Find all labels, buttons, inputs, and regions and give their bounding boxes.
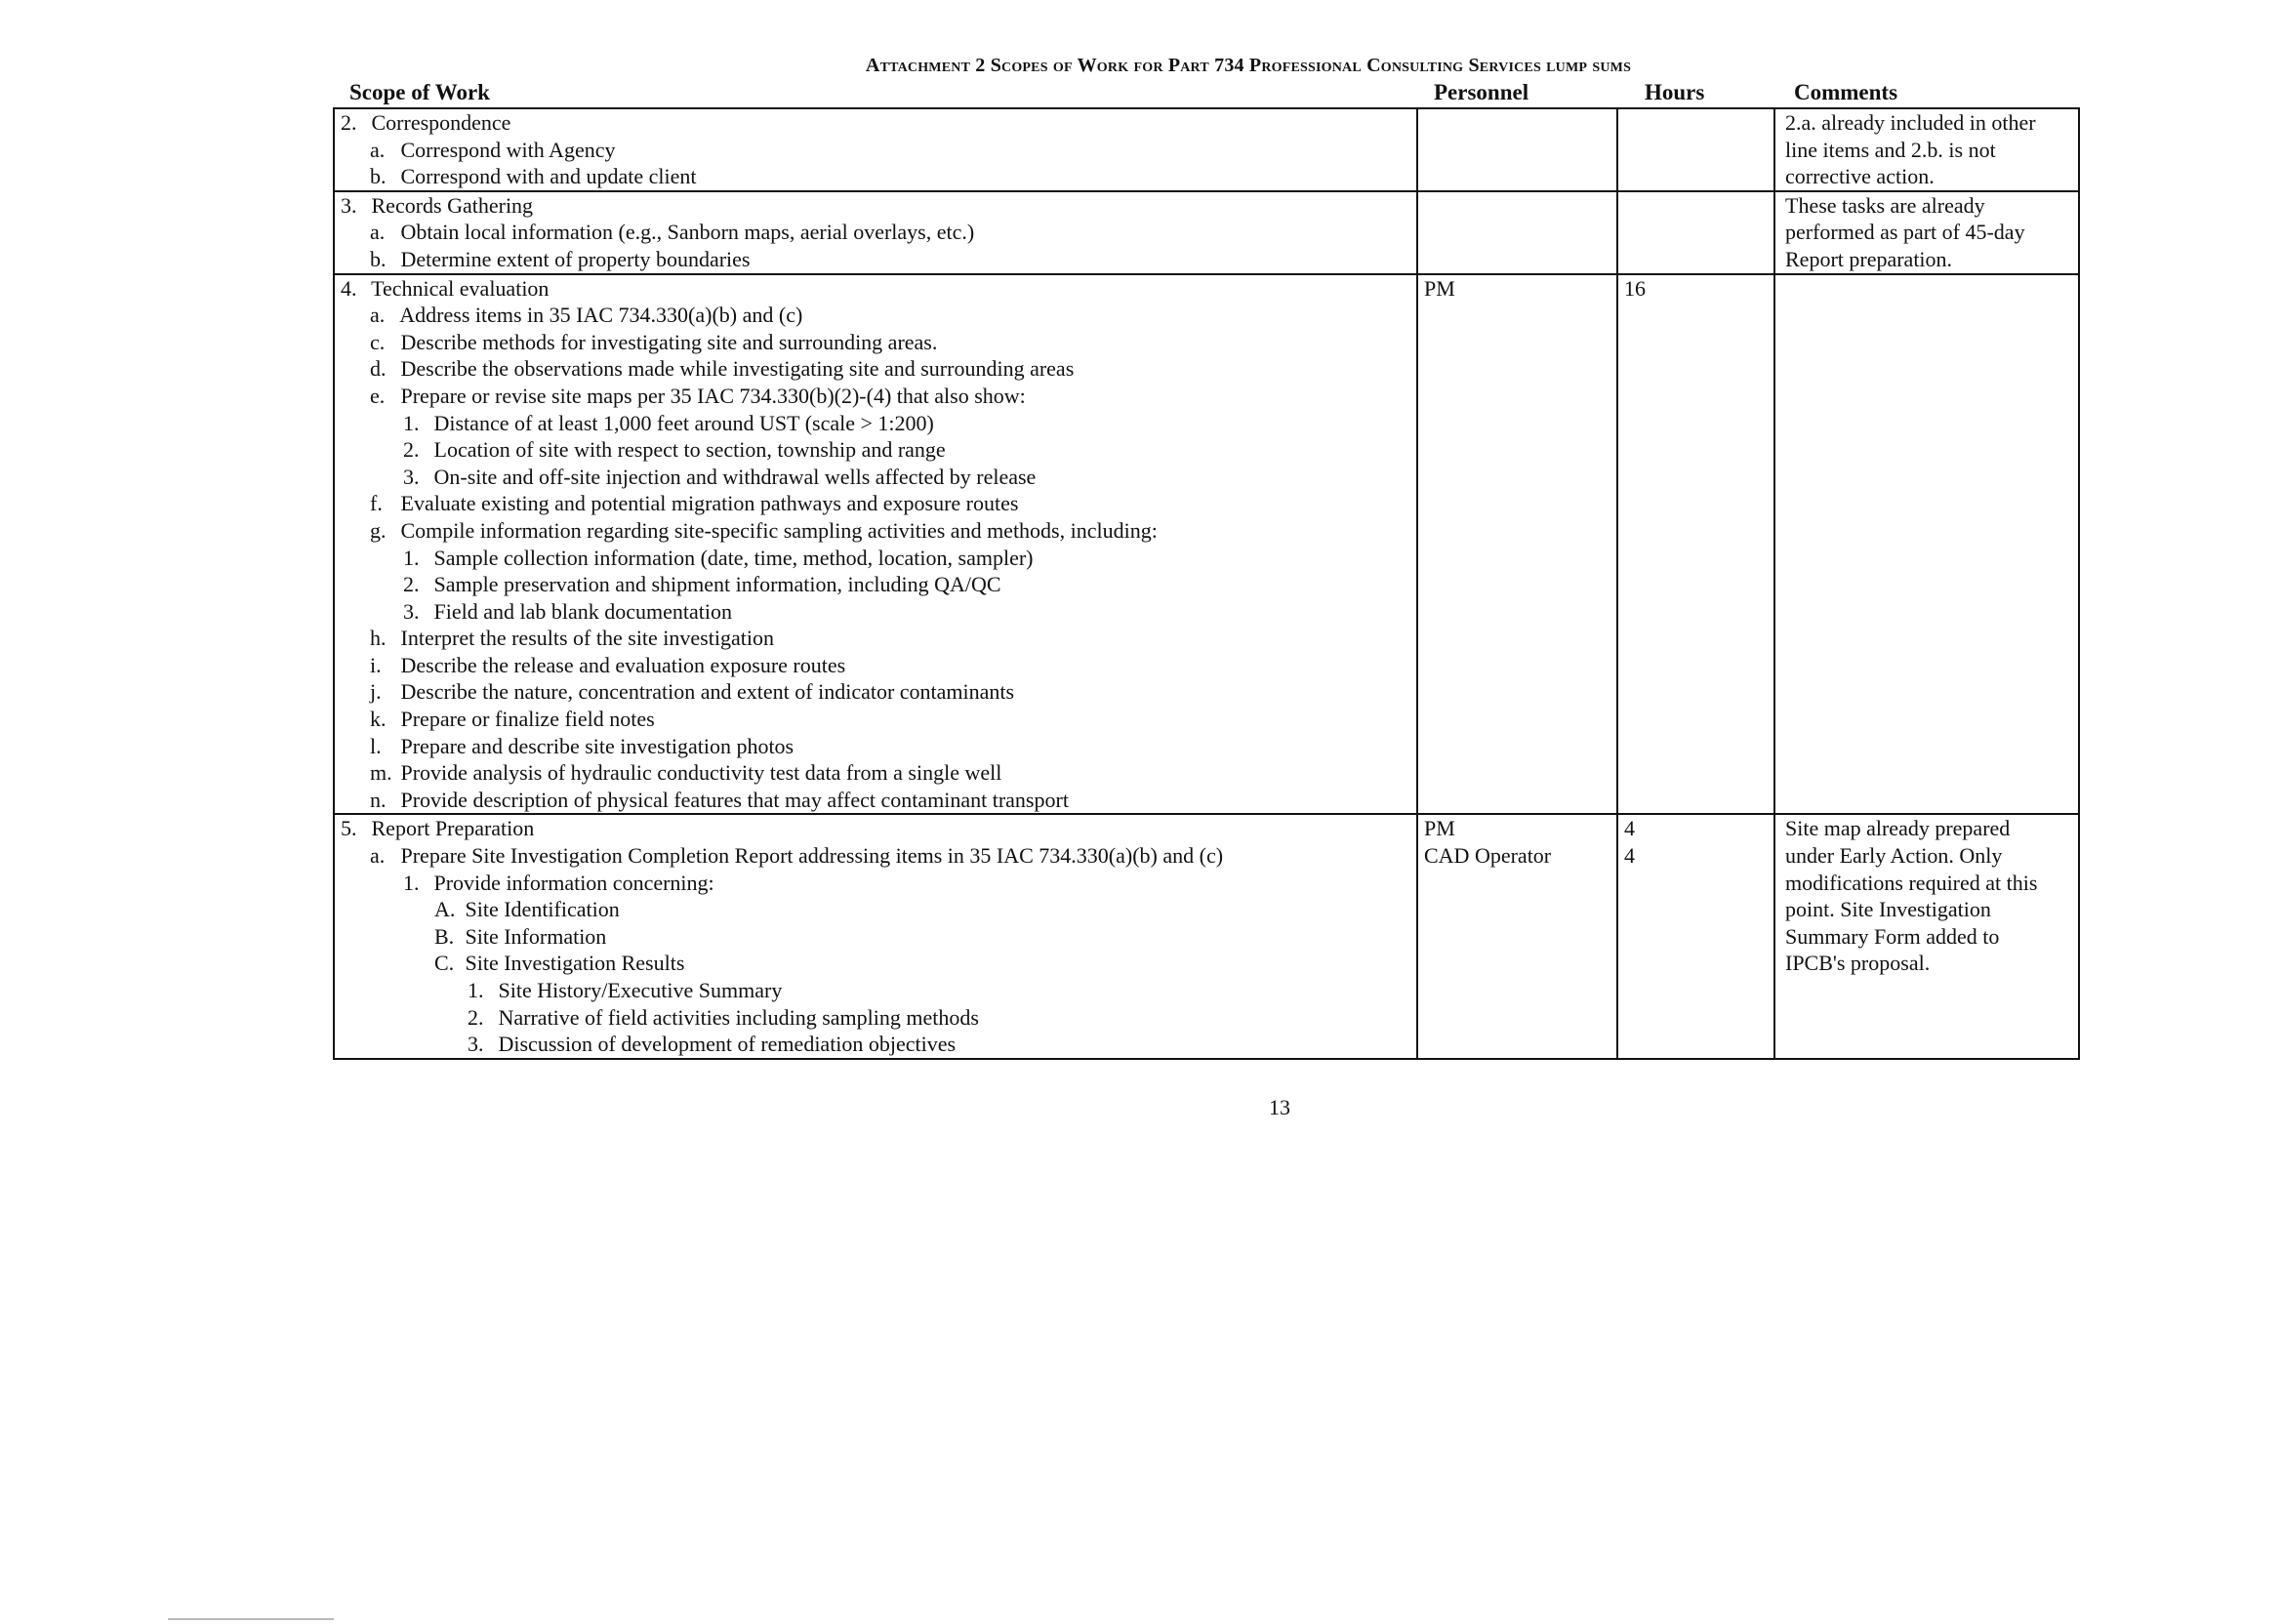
hours-value: 16: [1624, 275, 1646, 301]
scope-item: [341, 923, 1410, 951]
scope-item: [341, 759, 1410, 787]
scope-item-label: 4.: [341, 275, 357, 301]
comment-line: performed as part of 45-day: [1785, 220, 2025, 245]
table-row: [334, 108, 2079, 191]
scope-section-heading: [341, 109, 1410, 137]
table-row: [334, 274, 2079, 815]
scope-item: [341, 517, 1410, 545]
scope-item: [341, 490, 1410, 517]
scope-item-label: e.: [370, 383, 386, 408]
scope-item: [341, 464, 1410, 491]
scope-item-label: 1.: [403, 545, 420, 570]
scope-section-heading: [341, 815, 1410, 842]
header-scope-of-work: Scope of Work: [349, 80, 490, 104]
comment-line: These tasks are already: [1785, 192, 1985, 218]
scope-item-text: Discussion of development of remediation objectives: [498, 1032, 957, 1057]
scope-item-label: k.: [370, 707, 387, 732]
scope-item-label: j.: [370, 679, 382, 705]
scope-item-label: 3.: [403, 598, 420, 624]
comment-line: Site map already prepared: [1785, 816, 2011, 841]
scope-item-label: 1.: [403, 410, 420, 435]
scope-item-text: Correspond with and update client: [400, 164, 697, 189]
scope-item: [341, 678, 1410, 706]
scope-item-label: 2.: [341, 110, 357, 135]
scope-item-label: a.: [370, 303, 386, 328]
comment-line: modifications required at this: [1785, 870, 2038, 895]
scope-section-heading: [341, 192, 1410, 220]
table-row: [334, 814, 2079, 1058]
scope-item: [341, 625, 1410, 652]
scope-item: [341, 410, 1410, 437]
scope-item: [341, 950, 1410, 977]
scope-item-label: 3.: [403, 464, 420, 489]
scope-item: [341, 652, 1410, 679]
comment-line: Report preparation.: [1785, 246, 1953, 271]
scope-item-text: Describe the observations made while investigating site and surrounding areas: [400, 356, 1075, 382]
scope-item-text: Site Investigation Results: [465, 951, 685, 976]
scope-item-text: Determine extent of property boundaries: [400, 246, 751, 271]
scope-item-label: n.: [370, 787, 387, 812]
scope-cell: [334, 814, 1417, 1058]
scope-item-text: Correspondence: [371, 110, 511, 135]
comments-cell: [1774, 814, 2079, 1058]
header-comments: Comments: [1794, 80, 1898, 104]
scope-item-text: Site Information: [465, 923, 607, 949]
scope-item-label: 2.: [403, 437, 420, 463]
scope-item-text: Interpret the results of the site investigation: [400, 626, 774, 651]
scope-item: [341, 1004, 1410, 1032]
scope-item: [341, 1031, 1410, 1058]
personnel-value: CAD Operator: [1424, 843, 1552, 869]
scan-artifact-line: [168, 1618, 334, 1620]
scope-item-text: Site Identification: [465, 897, 620, 922]
scope-cell: [334, 108, 1417, 191]
scope-item: [341, 870, 1410, 897]
scope-item-text: Describe the release and evaluation exposure routes: [400, 652, 846, 677]
scope-item-label: d.: [370, 356, 387, 382]
personnel-cell: [1417, 274, 1617, 815]
comment-line: 2.a. already included in other: [1785, 110, 2036, 135]
scope-item: [341, 896, 1410, 923]
hours-value: 4: [1624, 843, 1635, 869]
scope-item: [341, 137, 1410, 164]
scope-item: [341, 302, 1410, 329]
scope-item-text: Describe methods for investigating site and surrounding areas.: [400, 329, 938, 354]
scope-item: [341, 329, 1410, 356]
scope-item-text: Evaluate existing and potential migration pathways and exposure routes: [400, 491, 1019, 516]
scope-item-label: l.: [370, 733, 382, 758]
personnel-cell: [1417, 191, 1617, 274]
scope-item-text: Describe the nature, concentration and extent of indicator contaminants: [400, 679, 1015, 705]
scope-item: [341, 355, 1410, 383]
scope-item-text: Sample collection information (date, time, method, location, sampler): [433, 545, 1034, 570]
scope-item-text: Compile information regarding site-specific sampling activities and methods, including:: [400, 517, 1158, 543]
scope-item-label: g.: [370, 517, 387, 543]
scope-item-text: Prepare or finalize field notes: [400, 707, 655, 732]
scope-of-work-table: [333, 107, 2080, 1060]
scope-item-label: h.: [370, 626, 387, 651]
personnel-cell: [1417, 108, 1617, 191]
comment-line: Summary Form added to: [1785, 923, 2000, 949]
scope-item: [341, 436, 1410, 464]
scope-item-label: b.: [370, 246, 387, 271]
scope-item: [341, 977, 1410, 1004]
comment-line: under Early Action. Only: [1785, 843, 2003, 869]
comments-cell: [1774, 108, 2079, 191]
scope-item-text: Narrative of field activities including sampling methods: [498, 1004, 979, 1030]
comments-cell: [1774, 274, 2079, 815]
scope-cell: [334, 191, 1417, 274]
scope-item-text: Address items in 35 IAC 734.330(a)(b) and (c): [399, 303, 803, 328]
scope-item-label: b.: [370, 164, 387, 189]
scope-item-text: Location of site with respect to section, township and range: [433, 437, 946, 463]
comment-line: corrective action.: [1785, 164, 1935, 189]
scope-item-text: Prepare and describe site investigation photos: [400, 733, 795, 758]
comment-line: point. Site Investigation: [1785, 897, 1991, 922]
scope-item-text: Records Gathering: [371, 192, 534, 218]
scope-item: [341, 163, 1410, 190]
scope-item-label: 2.: [468, 1004, 484, 1030]
scope-item: [341, 733, 1410, 760]
scope-item: [341, 842, 1410, 870]
scope-item-label: 2.: [403, 572, 420, 597]
scope-item-text: Report Preparation: [371, 816, 535, 841]
scope-of-work-table-body: [334, 108, 2079, 1059]
scope-item-label: a.: [370, 843, 386, 869]
scope-section-heading: [341, 275, 1410, 303]
hours-cell: [1617, 274, 1774, 815]
scope-item-label: 5.: [341, 816, 357, 841]
scope-item: [341, 246, 1410, 273]
scope-cell: [334, 274, 1417, 815]
scope-item-text: Provide analysis of hydraulic conductivity test data from a single well: [400, 760, 1002, 786]
comments-cell: [1774, 191, 2079, 274]
scope-item-label: a.: [370, 220, 386, 245]
scope-item-label: i.: [370, 652, 382, 677]
scope-item-label: a.: [370, 137, 386, 162]
scope-item-label: 3.: [341, 192, 357, 218]
document-title: [0, 55, 2282, 77]
scope-item-text: Technical evaluation: [371, 275, 550, 301]
table-row: [334, 191, 2079, 274]
scope-item-text: Site History/Executive Summary: [498, 978, 783, 1002]
scope-item: [341, 219, 1410, 246]
scope-item-text: Sample preservation and shipment information, including QA/QC: [433, 572, 1001, 597]
header-personnel: Personnel: [1434, 80, 1529, 104]
scope-item: [341, 598, 1410, 626]
document-title-text: Attachment 2 Scopes of Work for Part 734 Professional Consulting Services lump sums: [865, 55, 1632, 76]
scope-item-label: m.: [370, 760, 392, 786]
scope-item-label: C.: [434, 951, 455, 976]
comment-line: line items and 2.b. is not: [1785, 137, 1996, 162]
scope-item-text: Distance of at least 1,000 feet around UST (scale > 1:200): [433, 410, 934, 435]
scope-item-label: f.: [370, 491, 383, 516]
scope-item-label: 1.: [468, 978, 484, 1002]
page-number: 13: [1269, 1095, 1290, 1119]
personnel-value: PM: [1424, 816, 1455, 841]
scope-item-text: On-site and off-site injection and withdrawal wells affected by release: [433, 464, 1037, 489]
scope-item-label: B.: [434, 923, 455, 949]
header-hours: Hours: [1645, 80, 1705, 104]
hours-cell: [1617, 108, 1774, 191]
scope-item: [341, 545, 1410, 572]
scope-item-text: Prepare or revise site maps per 35 IAC 734.330(b)(2)-(4) that also show:: [400, 383, 1026, 408]
scope-item-label: 3.: [468, 1032, 484, 1057]
scope-item: [341, 706, 1410, 733]
scope-item-text: Field and lab blank documentation: [433, 598, 732, 624]
personnel-cell: [1417, 814, 1617, 1058]
hours-cell: [1617, 191, 1774, 274]
scope-item: [341, 383, 1410, 410]
scope-item-text: Provide description of physical features that may affect contaminant transport: [400, 787, 1069, 812]
scope-item-label: A.: [434, 897, 456, 922]
scope-item-text: Obtain local information (e.g., Sanborn maps, aerial overlays, etc.): [400, 220, 975, 245]
scope-item-label: 1.: [403, 870, 420, 895]
hours-cell: [1617, 814, 1774, 1058]
hours-value: 4: [1624, 816, 1635, 841]
scope-item: [341, 571, 1410, 598]
scope-item-text: Correspond with Agency: [400, 137, 616, 162]
scope-item: [341, 787, 1410, 814]
comment-line: IPCB's proposal.: [1785, 951, 1931, 976]
scope-item-text: Prepare Site Investigation Completion Report addressing items in 35 IAC 734.330(a)(b) and (c): [400, 843, 1224, 869]
scope-item-text: Provide information concerning:: [433, 870, 714, 895]
personnel-value: PM: [1424, 275, 1455, 301]
scope-item-label: c.: [370, 329, 386, 354]
